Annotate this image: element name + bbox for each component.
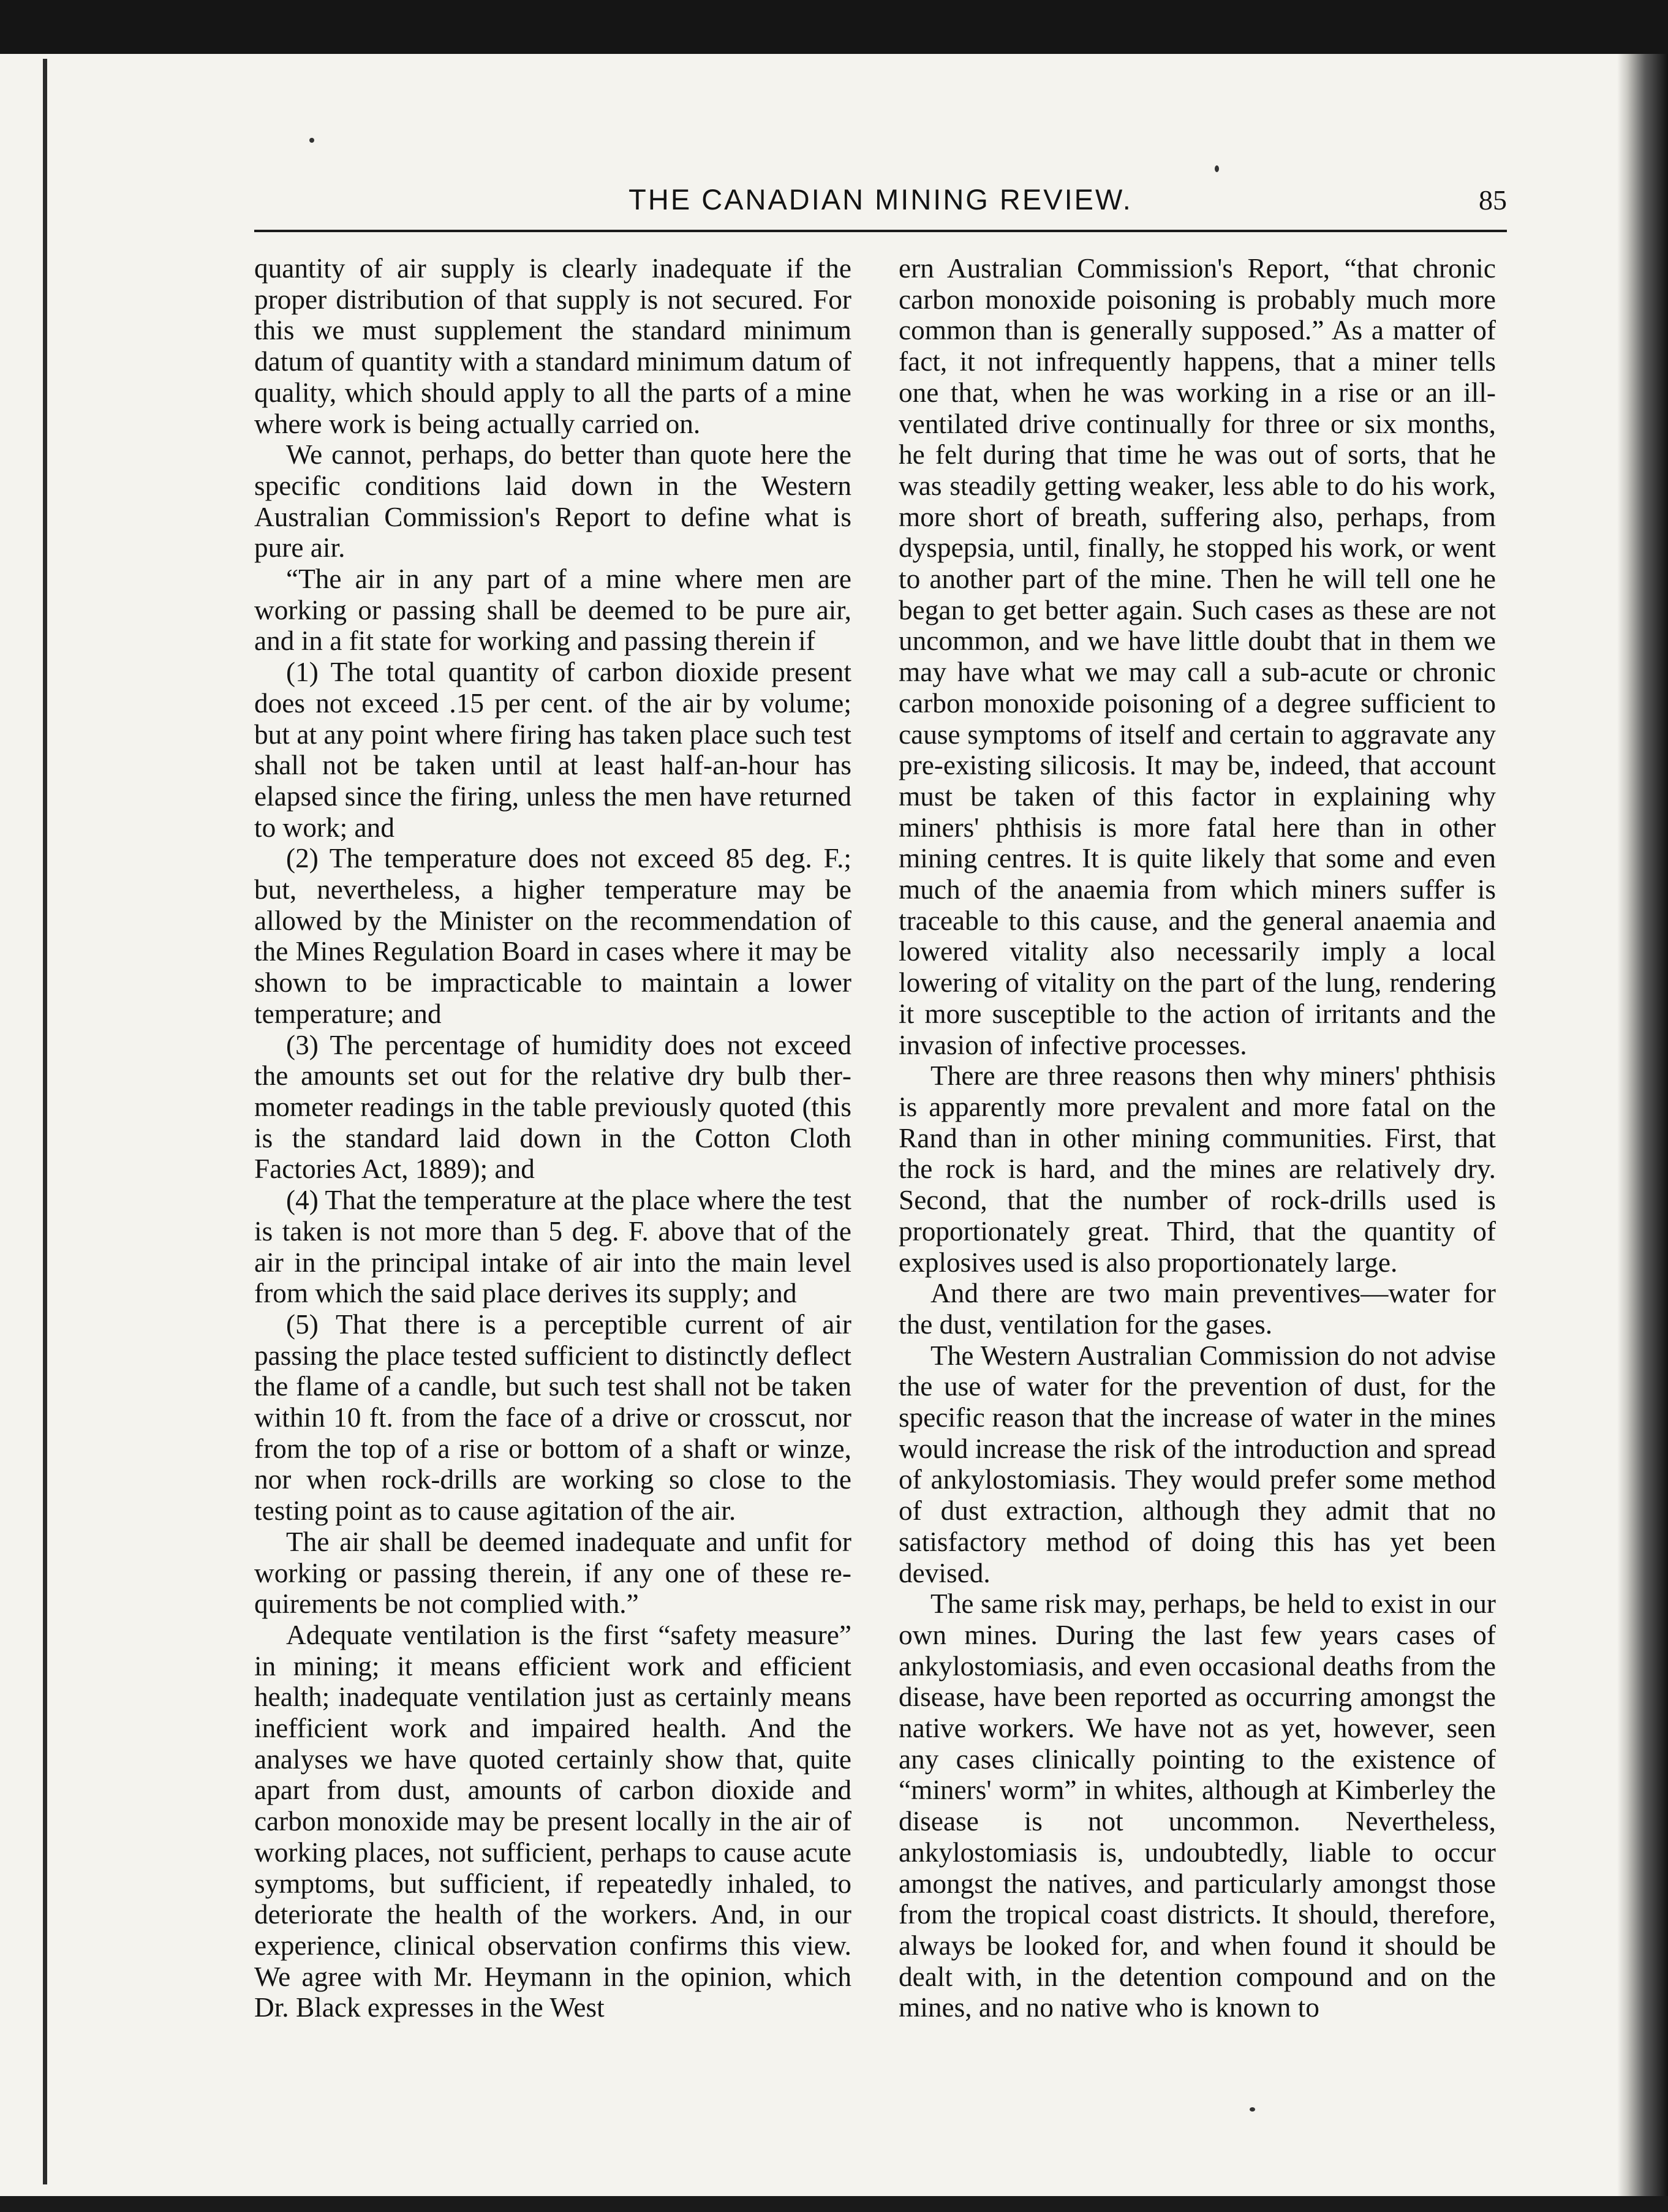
condition-4: (4) That the temperature at the place where the test is taken is not more than 5 deg. F. above that of the air in the principal intake of air into the main level from which the said place derives its supply; and	[254, 1185, 851, 1309]
right-column	[899, 253, 1496, 2176]
paragraph: The air shall be deemed inadequate and unfit for working or passing therein, if any one of these requirements be not complied with.”	[254, 1526, 851, 1620]
paragraph: Adequate ventilation is the first “safety measure” in mining; it means efficient work and efficient health; inadequate ventilation just as certainly means inefficient work and impaired health. And the analyses we have quoted certainly show that, quite apart from dust, amounts of carbon dioxide and carbon monoxide may be present locally in the air of working places, not sufficient, perhaps to cause acute symptoms, but sufficient, if repeatedly inhaled, to deteriorate the health of the workers. And, in our experience, clinical observation confirms this view. We agree with Mr. Heymann in the opinion, which Dr. Black expresses in the West	[254, 1619, 851, 2023]
scan-speck	[1215, 165, 1219, 172]
paragraph: There are three reasons then why miners' phthisis is apparently more prevalent and more fatal on the Rand than in other mining communities. First, that the rock is hard, and the mines are relatively dry. Second, that the number of rock-drills used is proportionately great. Third, that the quantity of explosives used is also proportionately large.	[899, 1060, 1496, 1278]
page-number: 85	[1479, 184, 1507, 216]
condition-1: (1) The total quantity of carbon dioxide present does not exceed .15 per cent. of the air by volume; but at any point where firing has taken place such test shall not be taken until at least half-an-hour has elapsed since the firing, unless the men have returned to work; and	[254, 657, 851, 843]
scan-speck	[309, 138, 314, 143]
paragraph: ern Australian Commission's Report, “that chronic carbon monoxide poisoning is probably much more common than is generally supposed.” As a matter of fact, it not infrequently happens, that a miner tells one that, when he was working in a rise or an ill-ventilated drive continually for three or six months, he felt during that time he was out of sorts, that he was steadily getting weaker, less able to do his work, more short of breath, suffering also, perhaps, from dyspepsia, until, finally, he stopped his work, or went to another part of the mine. Then he will tell one he began to get better again. Such cases as these are not uncommon, and we have little doubt that in them we may have what we may call a sub-acute or chronic carbon monoxide poisoning of a degree sufficient to cause symptoms of itself and certain to aggravate any pre-existing silicosis. It may be, indeed, that account must be taken of this factor in explaining why miners' phthisis is more fatal here than in other mining centres. It is quite likely that some and even much of the anaemia from which miners suffer is traceable to this cause, and the general anaemia and lowered vitality also necessarily imply a local lowering of vitality on the part of the lung, rendering it more susceptible to the action of irritants and the invasion of infective processes.	[899, 253, 1496, 1060]
scan-bottom-border	[0, 2196, 1668, 2212]
condition-5: (5) That there is a perceptible current of air passing the place tested sufficient to distinctly deflect the flame of a candle, but such test shall not be taken within 10 ft. from the face of a drive or crosscut, nor from the top of a rise or bottom of a shaft or winze, nor when rock-drills are working so close to the testing point as to cause agitation of the air.	[254, 1308, 851, 1527]
paragraph: We cannot, perhaps, do better than quote here the specific conditions laid down in the Western Australian Commission's Report to define what is pure air.	[254, 439, 851, 564]
condition-2: (2) The temperature does not exceed 85 deg. F.; but, nevertheless, a higher temperature may be allowed by the Minister on the recommendation of the Mines Regulation Board in cases where it may be shown to be impracticable to maintain a lower temperature; and	[254, 843, 851, 1029]
paragraph: quantity of air supply is clearly inadequate if the proper distribution of that supply is not secured. For this we must supplement the standard minimum datum of quantity with a standard minimum datum of quality, which should apply to all the parts of a mine where work is being actually carried on.	[254, 253, 851, 439]
page-header	[254, 176, 1507, 232]
paragraph: The Western Australian Commission do not advise the use of water for the prevention of dust, for the specific reason that the increase of water in the mines would increase the risk of the introduction and spread of ankylostomiasis. They would prefer some method of dust extraction, although they admit that no satisfactory method of doing this has yet been devised.	[899, 1340, 1496, 1588]
left-column	[254, 253, 851, 2176]
running-title: THE CANADIAN MINING REVIEW.	[628, 183, 1133, 216]
scan-right-edge	[1617, 54, 1668, 2198]
scan-left-edge	[43, 59, 47, 2184]
header-rule	[254, 230, 1507, 232]
condition-3: (3) The percentage of humidity does not exceed the amounts set out for the relative dry bulb thermometer readings in the table previously quoted (this is the standard laid down in the Cotton Cloth Factories Act, 1889); and	[254, 1029, 851, 1185]
quoted-paragraph: “The air in any part of a mine where men are working or passing shall be deemed to be pure air, and in a fit state for working and passing therein if	[254, 564, 851, 657]
scan-top-border	[0, 0, 1668, 54]
paragraph: The same risk may, perhaps, be held to exist in our own mines. During the last few years cases of ankylostomiasis, and even occasional deaths from the disease, have been reported as occurring amongst the native workers. We have not as yet, however, seen any cases clinically pointing to the existence of “miners' worm” in whites, although at Kimberley the disease is not uncommon. Nevertheless, ankylostomiasis is, undoubtedly, liable to occur amongst the natives, and particularly amongst those from the tropical coast districts. It should, therefore, always be looked for, and when found it should be dealt with, in the detention compound and on the mines, and no native who is known to	[899, 1588, 1496, 2023]
paragraph: And there are two main preventives—water for the dust, ventilation for the gases.	[899, 1278, 1496, 1340]
